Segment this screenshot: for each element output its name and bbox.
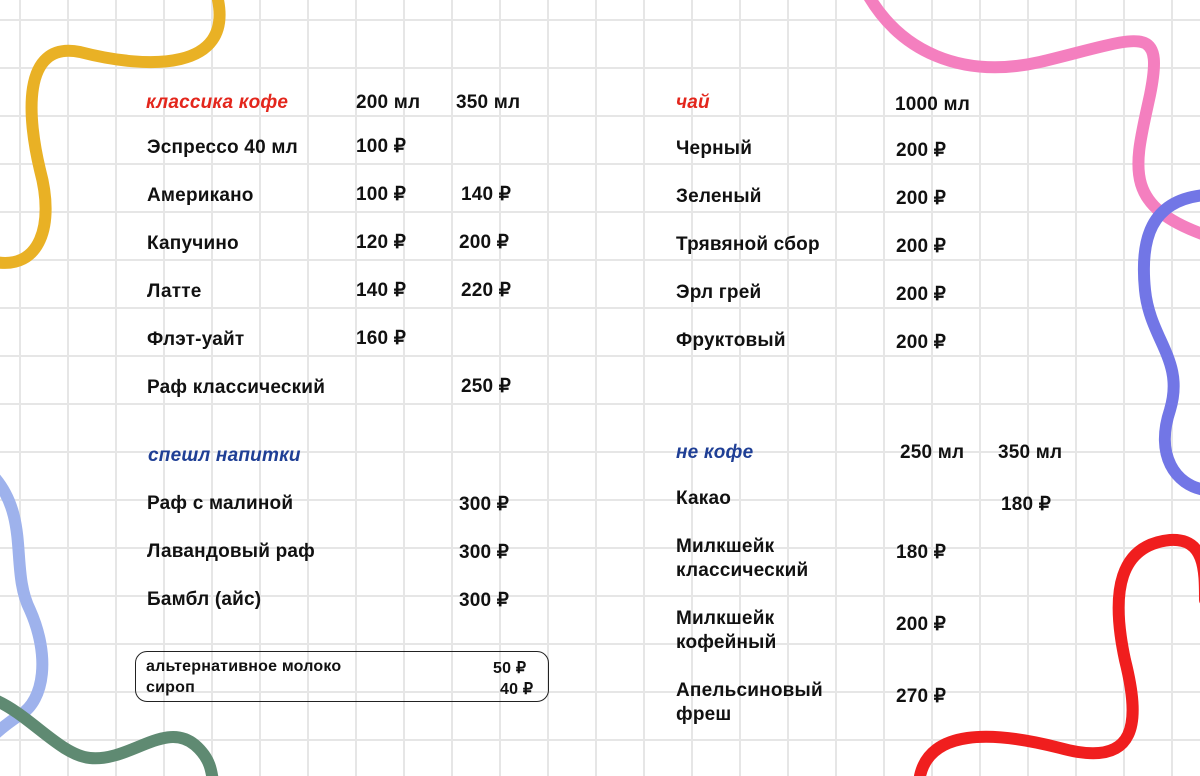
tea-size-1000: 1000 мл (895, 94, 971, 115)
menu-item-name: Раф с малиной (147, 493, 294, 514)
menu-item-price: 120 ₽ (356, 232, 407, 253)
squiggle-purple (1144, 195, 1200, 490)
menu-item-name: Какао (676, 488, 732, 509)
menu-item-price: 300 ₽ (459, 542, 510, 563)
menu-item-price: 100 ₽ (356, 184, 407, 205)
menu-item-name: Лавандовый раф (147, 541, 315, 562)
menu-item-price: 200 ₽ (896, 236, 947, 257)
squiggle-lightblue (0, 478, 42, 738)
extra-name: сироп (146, 679, 195, 696)
menu-item-price: 300 ₽ (459, 590, 510, 611)
notcoffee-size-350: 350 мл (998, 442, 1063, 463)
menu-item-price: 200 ₽ (896, 140, 947, 161)
menu-item-name: Милкшейк кофейный (676, 608, 777, 653)
menu-item-price: 100 ₽ (356, 136, 407, 157)
menu-item-name: Американо (147, 185, 254, 206)
squiggle-yellow (0, 0, 220, 263)
menu-item-name: Эспрессо 40 мл (147, 137, 298, 158)
coffee-heading: классика кофе (146, 92, 289, 113)
extra-price: 40 ₽ (500, 681, 534, 698)
coffee-size-350: 350 мл (456, 92, 521, 113)
menu-item-name: Черный (676, 138, 753, 159)
menu-item-name: Капучино (147, 233, 239, 254)
notcoffee-heading: не кофе (676, 442, 754, 463)
menu-item-price: 200 ₽ (459, 232, 510, 253)
menu-item-name: Зеленый (676, 186, 762, 207)
menu-item-price: 180 ₽ (1001, 494, 1052, 515)
extra-name: альтернативное молоко (146, 658, 342, 675)
squiggle-green (0, 700, 214, 776)
tea-heading: чай (676, 92, 710, 113)
menu-item-name: Бамбл (айс) (147, 589, 262, 610)
menu-item-name: Трявяной сбор (676, 234, 820, 255)
menu-item-name: Апельсиновый фреш (676, 680, 823, 725)
menu-item-price: 160 ₽ (356, 328, 407, 349)
menu-item-price: 200 ₽ (896, 614, 947, 635)
menu-item-price: 250 ₽ (461, 376, 512, 397)
squiggle-red (920, 540, 1200, 776)
menu-item-price: 140 ₽ (356, 280, 407, 301)
notcoffee-size-250: 250 мл (900, 442, 965, 463)
menu-item-price: 200 ₽ (896, 284, 947, 305)
menu-item-price: 270 ₽ (896, 686, 947, 707)
extra-price: 50 ₽ (493, 660, 527, 677)
menu-item-name: Флэт-уайт (147, 329, 245, 350)
menu-item-name: Эрл грей (676, 282, 762, 303)
menu-item-price: 200 ₽ (896, 332, 947, 353)
menu-item-name: Раф классический (147, 377, 326, 398)
menu-item-price: 300 ₽ (459, 494, 510, 515)
menu-item-name: Милкшейк классический (676, 536, 809, 581)
coffee-size-200: 200 мл (356, 92, 421, 113)
special-heading: спешл напитки (148, 445, 301, 466)
menu-item-name: Фруктовый (676, 330, 786, 351)
menu-item-name: Латте (147, 281, 202, 302)
menu-item-price: 180 ₽ (896, 542, 947, 563)
menu-item-price: 200 ₽ (896, 188, 947, 209)
menu-item-price: 140 ₽ (461, 184, 512, 205)
menu-item-price: 220 ₽ (461, 280, 512, 301)
